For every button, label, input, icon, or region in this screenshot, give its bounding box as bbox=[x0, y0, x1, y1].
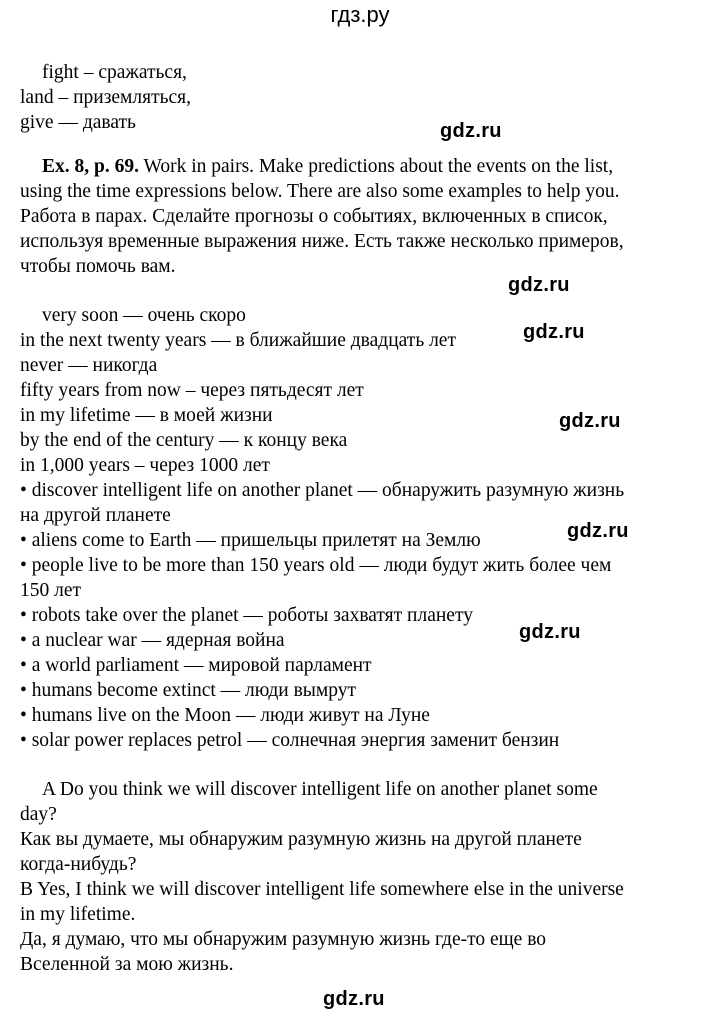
time-expression: never — никогда bbox=[20, 355, 158, 376]
event-item-continuation: 150 лет bbox=[20, 580, 82, 601]
dialogue-line: Да, я думаю, что мы обнаружим разумную жизнь где-то еще во bbox=[20, 929, 547, 950]
event-item: • robots take over the planet — роботы захватят планету bbox=[20, 605, 473, 626]
watermark: gdz.ru bbox=[523, 321, 585, 343]
watermark: gdz.ru bbox=[559, 410, 621, 432]
event-item: • solar power replaces petrol — солнечная энергия заменит бензин bbox=[20, 730, 560, 751]
time-expression: in my lifetime — в моей жизни bbox=[20, 405, 273, 426]
exercise-line: using the time expressions below. There are also some examples to help you. bbox=[20, 181, 620, 202]
watermark: gdz.ru bbox=[323, 988, 385, 1010]
exercise-ref: Ex. 8, p. 69. bbox=[42, 156, 139, 177]
watermark: gdz.ru bbox=[440, 120, 502, 142]
vocab-line: give — давать bbox=[20, 112, 136, 133]
event-item: • a world parliament — мировой парламент bbox=[20, 655, 372, 676]
time-expression: in 1,000 years – через 1000 лет bbox=[20, 455, 270, 476]
dialogue-line: day? bbox=[20, 804, 57, 825]
watermark: gdz.ru bbox=[519, 621, 581, 643]
event-item: • humans become extinct — люди вымрут bbox=[20, 680, 357, 701]
dialogue-line: A Do you think we will discover intelligent life on another planet some bbox=[42, 779, 598, 800]
event-item-continuation: на другой планете bbox=[20, 505, 171, 526]
vocab-line: land – приземляться, bbox=[20, 87, 192, 108]
dialogue-line: in my lifetime. bbox=[20, 904, 136, 925]
exercise-line: чтобы помочь вам. bbox=[20, 256, 176, 277]
exercise-first-line bbox=[42, 154, 613, 179]
event-item: • people live to be more than 150 years old — люди будут жить более чем bbox=[20, 555, 612, 576]
event-item: • discover intelligent life on another planet — обнаружить разумную жизнь bbox=[20, 480, 625, 501]
event-item: • a nuclear war — ядерная война bbox=[20, 630, 285, 651]
exercise-line: Работа в парах. Сделайте прогнозы о событиях, включенных в список, bbox=[20, 206, 608, 227]
dialogue-line: Вселенной за мою жизнь. bbox=[20, 954, 234, 975]
vocab-line: fight – сражаться, bbox=[42, 62, 187, 83]
dialogue-line: Как вы думаете, мы обнаружим разумную жизнь на другой планете bbox=[20, 829, 582, 850]
watermark: gdz.ru bbox=[567, 520, 629, 542]
event-item: • aliens come to Earth — пришельцы прилетят на Землю bbox=[20, 530, 481, 551]
exercise-line: используя временные выражения ниже. Есть также несколько примеров, bbox=[20, 231, 624, 252]
header-watermark: гдз.ру bbox=[330, 2, 390, 27]
event-item: • humans live on the Moon — люди живут на Луне bbox=[20, 705, 430, 726]
time-expression: by the end of the century — к концу века bbox=[20, 430, 348, 451]
time-expression: in the next twenty years — в ближайшие двадцать лет bbox=[20, 330, 456, 351]
dialogue-line: когда-нибудь? bbox=[20, 854, 137, 875]
dialogue-line: B Yes, I think we will discover intelligent life somewhere else in the universe bbox=[20, 879, 624, 900]
time-expression: very soon — очень скоро bbox=[42, 305, 246, 326]
time-expression: fifty years from now – через пятьдесят лет bbox=[20, 380, 364, 401]
watermark: gdz.ru bbox=[508, 274, 570, 296]
exercise-instruction: Work in pairs. Make predictions about the events on the list, bbox=[138, 156, 614, 177]
